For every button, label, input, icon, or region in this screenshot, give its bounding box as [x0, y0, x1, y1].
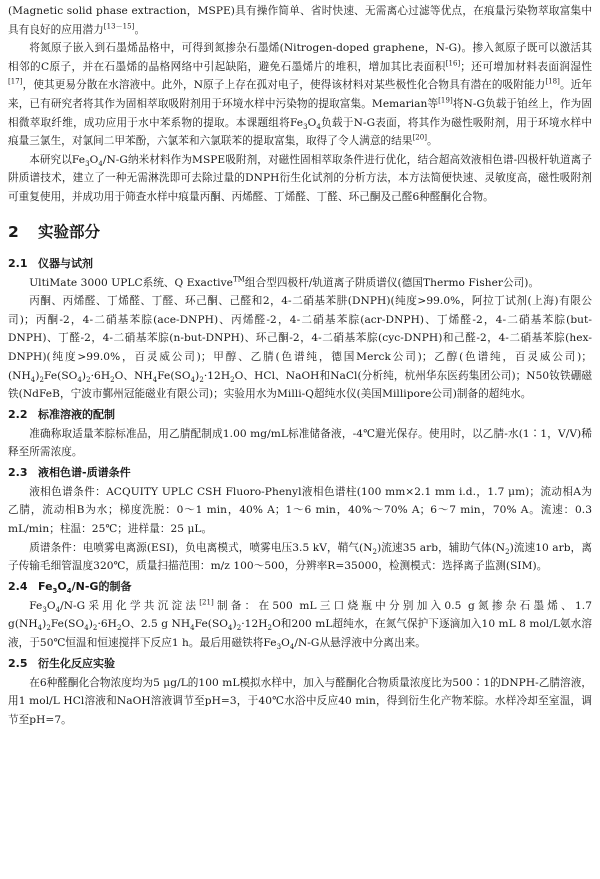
section-heading-experimental — [8, 222, 592, 242]
text-run: /N-G采用化学共沉淀法 — [60, 599, 200, 612]
subscript: 2 — [372, 547, 378, 556]
subsection-heading-instruments — [8, 255, 592, 273]
text-run: O和200 mL超纯水，在氮气保护下逐滴加入10 mL 8 mol/L氨水溶液，于50℃恒温和恒速搅拌下反应1 h。最后用磁铁将Fe — [8, 618, 592, 650]
text-run: /N-G从悬浮液中分离出来。 — [294, 637, 426, 650]
text-run: 。近年来，已有研究者将其作为固相萃取吸附剂用于环境水样中污染物的提取富集。Memarian等 — [8, 79, 592, 110]
subsection-heading-standards — [8, 406, 592, 424]
paragraph-preparation — [8, 597, 592, 653]
text-run: 质谱条件：电喷雾电离源(ESI)，负电离模式，喷雾电压3.5 kV，鞘气(N — [29, 541, 373, 554]
text-run: ) — [42, 618, 47, 631]
subscript: 3 — [85, 159, 90, 168]
paragraph-reagents — [8, 292, 592, 404]
subscript: 2 — [46, 624, 51, 633]
text-run: /N-G纳米材料作为MSPE吸附剂，对磁性固相萃取条件进行优化，结合超高效液相色谱-四极杆轨道离子阱质谱技术，建立了一种无需淋洗即可去除过量的DNPH衍生化试剂的分析方法，本方法简便快速、灵敏度高，磁性吸附剂可重复使用，并成功用于筛查水样中痕量丙酮、丙烯醛、丁烯醛、丁醛、环己酮及己醛6种醛酮化合物。 — [8, 153, 593, 203]
trademark: TM — [232, 275, 245, 283]
text-run: )流速35 arb，辅助气体(N — [377, 541, 506, 554]
text-run: ，使其更易分散在水溶液中。此外，N原子上存在孤对电子，使得该材料对某些极性化合物具有潜在的吸附能力 — [22, 79, 546, 92]
subscript: 2 — [116, 624, 122, 633]
citation: [18] — [545, 77, 560, 86]
citation: [16] — [445, 59, 461, 68]
subscript: 2 — [230, 375, 235, 384]
subscript: 4 — [316, 122, 321, 131]
paragraph-this-study — [8, 151, 592, 207]
subscript: 3 — [52, 587, 58, 596]
subscript: 2 — [267, 624, 273, 633]
text-run: O — [281, 637, 290, 650]
intro-text: (Magnetic solid phase extraction，MSPE)具有操作简单、省时快速、无需离心过滤等优点，在痕量污染物萃取富集中具有良好的应用潜力 — [8, 5, 592, 36]
subscript: 4 — [228, 624, 233, 633]
subscript: 2 — [505, 547, 510, 556]
subscript: 4 — [190, 375, 196, 384]
paragraph-lc-conditions: 液相色谱条件：ACQUITY UPLC CSH Fluoro-Phenyl液相色谱柱(100 mm×2.1 mm i.d.，1.7 μm)；流动相A为乙腈，流动相B为水；梯度洗脱：0～1 min，40% A；1～6 min，40%～70% A；6～7 min，70% A。流速：0.3 mL/min；柱温：25℃；进样量：25 μL。 — [8, 485, 592, 536]
subscript: 2 — [39, 375, 45, 384]
subsection-number: 2.5 — [8, 656, 28, 670]
subscript: 4 — [66, 587, 72, 596]
subscript: 4 — [84, 624, 89, 633]
subsection-title: 衍生化反应实验 — [38, 656, 115, 670]
text-run: Fe — [29, 599, 43, 612]
text-run: ·12H — [241, 618, 268, 631]
subsection-number: 2.3 — [8, 465, 28, 479]
text-run: O、NH — [114, 369, 153, 382]
text-run: Fe(SO — [157, 369, 191, 382]
text-run: 将氮原子嵌入到石墨烯晶格中，可得到氮掺杂石墨烯(Nitrogen-doped graphene，N-G)。掺入氮原子既可以激活其相邻的C原子，并在石墨烯的晶格网络中引起缺陷，避免石墨烯片的堆积，增加其比表面积 — [8, 42, 592, 73]
subsection-title: 仪器与试剂 — [38, 256, 93, 270]
subsection-number: 2.2 — [8, 407, 28, 421]
text-run: Fe(SO — [194, 618, 229, 631]
text-run: ) — [81, 369, 87, 382]
title-run: /N-G的制备 — [71, 579, 132, 593]
text-run: ·6H — [90, 369, 111, 382]
section-number: 2 — [8, 222, 19, 241]
text-run: 本研究以Fe — [29, 153, 86, 166]
subsection-number: 2.1 — [8, 256, 28, 270]
paragraph-instruments — [8, 274, 592, 293]
citation: [17] — [8, 77, 23, 86]
subscript: 3 — [303, 122, 308, 131]
citation: [20] — [412, 133, 428, 142]
paragraph-nitrogen-doped — [8, 39, 592, 151]
text-run: Fe(SO — [50, 618, 85, 631]
text-run: ) — [35, 369, 40, 382]
text-run: 负载于N-G表面，将其作为磁性吸附剂，用于环境水样中痕量三氯生，对氯间二甲苯酚，六氯苯和六氯联苯的提取富集，取得了令人满意的结果 — [8, 116, 593, 148]
subscript: 4 — [190, 624, 195, 633]
text-run: 将N-G负载于铂丝上，作为固相微萃取纤维，成功应用于水中苯系物的提取。本课题组将Fe — [8, 97, 592, 129]
text-run: ；还可增加材料表面润湿性 — [460, 60, 592, 73]
subscript: 2 — [86, 375, 91, 384]
text-run: 。 — [427, 135, 438, 148]
subscript: 2 — [92, 624, 98, 633]
subscript: 4 — [289, 643, 295, 652]
subscript: 4 — [37, 624, 43, 633]
text-run: ) — [232, 618, 237, 631]
text-run: )流速10 arb，离子传输毛细管温度320℃，质量扫描范围：m/z 100～500，分辨率R=35000，检测模式：选择离子监测(SIM)。 — [8, 541, 592, 573]
title-run: Fe — [38, 579, 53, 593]
subsection-heading-derivatization — [8, 655, 592, 673]
subscript: 3 — [42, 605, 47, 614]
subscript: 4 — [30, 375, 36, 384]
title-run: O — [57, 579, 67, 593]
subsection-heading-lcms — [8, 464, 592, 482]
text-run: ) — [88, 618, 93, 631]
text-run: 组合型四极杆/轨道离子阱质谱仪(德国Thermo Fisher公司)。 — [244, 276, 540, 289]
text-run: O、HCl、NaOH和NaCl(分析纯，杭州华东医药集团公司)；N50钕铁硼磁铁(NdFeB，宁波市鄞州冠能磁业有限公司)；实验用水为Milli-Q超纯水仪(美国Millipore公司)制备的超纯水。 — [8, 369, 592, 401]
text-run: O — [46, 599, 56, 612]
text-run: ·12H — [203, 369, 231, 382]
paragraph-derivatization: 在6种醛酮化合物浓度均为5 μg/L的100 mL模拟水样中，加入与醛酮化合物质量浓度比为500∶1的DNPH-乙腈溶液，用1 mol/L HCl溶液和NaOH溶液调节至pH=3，于40℃水浴中反应40 min，得到衍生化产物苯腙。水样冷却至室温，调节至pH=7。 — [8, 676, 592, 726]
subscript: 4 — [152, 375, 158, 384]
subscript: 4 — [77, 375, 82, 384]
subscript: 4 — [55, 605, 61, 614]
subscript: 2 — [199, 375, 204, 384]
intro-end: 。 — [134, 23, 146, 36]
citation: [21] — [199, 598, 214, 607]
citation: [13－15] — [103, 22, 135, 31]
text-run: ) — [195, 369, 200, 382]
text-run: Fe(SO — [44, 369, 78, 382]
text-run: O — [307, 116, 317, 129]
subsection-heading-preparation — [8, 578, 592, 596]
text-run: O — [89, 153, 99, 166]
section-title: 实验部分 — [38, 222, 101, 241]
subsection-title: 标准溶液的配制 — [38, 407, 115, 421]
text-run: O、2.5 g NH — [121, 618, 191, 631]
subscript: 3 — [276, 643, 282, 652]
paragraph-standards: 准确称取适量苯腙标准品，用乙腈配制成1.00 mg/mL标准储备液，-4℃避光保存。使用时，以乙腈-水(1∶1，V/V)稀释至所需浓度。 — [8, 427, 592, 459]
subsection-title: 液相色谱-质谱条件 — [38, 465, 131, 479]
text-run: 制备：在500 mL三口烧瓶中分别加入0.5 g氮掺杂石墨烯、1.7 g(NH — [8, 599, 593, 631]
subscript: 2 — [110, 375, 115, 384]
subscript: 2 — [236, 624, 242, 633]
paper-page — [8, 2, 592, 729]
paragraph-ms-conditions — [8, 539, 592, 576]
subsection-number: 2.4 — [8, 579, 28, 593]
text-run: 丙酮、丙烯醛、丁烯醛、丁醛、环己酮、己醛和2，4-二硝基苯肼(DNPH)(纯度>99.0%，阿拉丁试剂(上海)有限公司)；丙酮-2，4-二硝基苯腙(ace-DNPH)、丙烯醛-2，4-二硝基苯腙(acr-DNPH)、丁烯醛-2，4-二硝基苯腙(but-DNPH)、丁醛-2，4-二硝基苯腙(n-but-DNPH)、环己酮-2，4-二硝基苯腙(cyc-DNPH)和己醛-2，4-二硝基苯腙(hex-DNPH)(纯度>99.0%，百灵威公司)；甲醇、乙腈(色谱纯，德国Merck公司)；乙醇(色谱纯，百灵威公司)；(NH — [8, 295, 592, 382]
text-run: UltiMate 3000 UPLC系统、Q Exactive — [29, 276, 233, 289]
subscript: 4 — [98, 159, 103, 168]
text-run: ·6H — [97, 618, 117, 631]
citation: [19] — [438, 96, 453, 105]
intro-continuation — [8, 2, 592, 39]
